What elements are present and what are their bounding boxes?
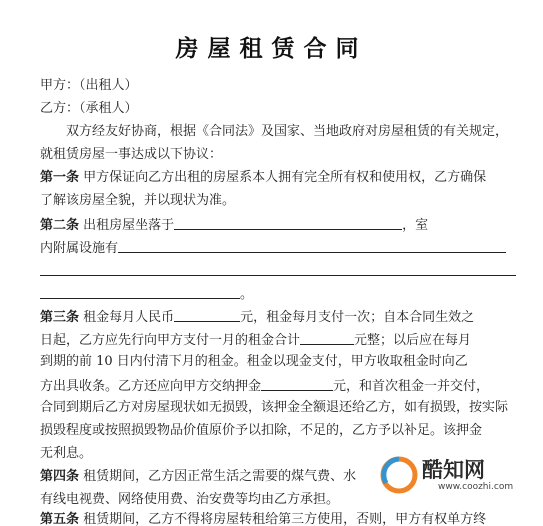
article-3-line-4 <box>40 377 530 395</box>
article-1-text: 甲方保证向乙方出租的房屋系本人拥有完全所有权和使用权，乙方确保 <box>83 170 487 185</box>
article-3-line-6: 损毁程度或按照损毁物品价值原价予以扣除，不足的，乙方予以补足。该押金 <box>40 423 483 438</box>
article-5-label: 第五条 <box>40 512 80 526</box>
monthly-rent-label: 租金每月人民币 <box>83 310 175 325</box>
article-1-line-2: 了解该房屋全貌，并以现状为准。 <box>40 193 236 208</box>
article-3-line-7: 无利息。 <box>40 446 93 461</box>
article-5-text: 租赁期间，乙方不得将房屋转租给第三方使用，否则，甲方有权单方终 <box>83 512 487 526</box>
article-5-line-1 <box>40 512 530 526</box>
facilities-blank <box>118 239 506 253</box>
first-rent-label: 日起，乙方应先行向甲方支付一月的租金合计 <box>40 333 301 348</box>
article-3-line-5: 合同到期后乙方对房屋现状如无损毁，该押金全额退还给乙方，如有损毁，按实际 <box>40 400 509 415</box>
article-2-line-4 <box>40 285 530 303</box>
article-2-location-label: 出租房屋坐落于 <box>83 218 175 233</box>
article-1-label: 第一条 <box>40 170 80 185</box>
deposit-suffix: 元，和首次租金一并交付， <box>333 379 490 394</box>
facilities-blank-line-3 <box>40 285 240 299</box>
deposit-label: 方出具收条。乙方还应向甲方交纳押金 <box>40 379 262 394</box>
article-4-text: 租赁期间，乙方因正常生活之需要的煤气费、水 <box>83 469 357 484</box>
article-3-line-1 <box>40 308 530 326</box>
coozhi-logo-icon <box>380 456 418 494</box>
party-a-line: 甲方：（出租人） <box>40 78 138 93</box>
watermark-url: www.coozhi.com <box>438 482 514 492</box>
preamble-line-2: 就租赁房屋一事达成以下协议： <box>40 147 223 162</box>
monthly-rent-blank <box>174 308 240 322</box>
article-1-line-1 <box>40 170 530 186</box>
watermark-brand-name: 酷知网 <box>422 458 485 482</box>
first-rent-blank <box>300 331 354 345</box>
article-3-line-3: 到期的前 10 日内付清下月的租金。租金以现金支付，甲方收取租金时向乙 <box>40 354 468 369</box>
facilities-blank-line-2 <box>40 275 516 276</box>
article-3-line-2 <box>40 331 530 349</box>
rent-payment-text: 元，租金每月支付一次；自本合同生效之 <box>240 310 475 325</box>
article-4-label: 第四条 <box>40 469 80 484</box>
coozhi-watermark <box>380 450 540 502</box>
document-title: 房屋租赁合同 <box>175 36 368 62</box>
article-2-line-2 <box>40 239 530 257</box>
preamble-line-1: 双方经友好协商，根据《合同法》及国家、当地政府对房屋租赁的有关规定， <box>66 124 509 139</box>
first-rent-suffix: 元整；以后应在每月 <box>354 333 472 348</box>
article-2-label: 第二条 <box>40 218 80 233</box>
article-2-suffix: ，室 <box>402 218 429 233</box>
facilities-label: 内附属设施有 <box>40 241 119 256</box>
article-4-line-2: 有线电视费、网络使用费、治安费等均由乙方承担。 <box>40 492 340 507</box>
party-b-line: 乙方：（承租人） <box>40 101 138 116</box>
article-2-end: 。 <box>240 287 254 302</box>
article-2-line-1 <box>40 216 530 234</box>
deposit-blank <box>261 377 333 391</box>
article-3-label: 第三条 <box>40 310 80 325</box>
location-blank <box>174 216 402 230</box>
